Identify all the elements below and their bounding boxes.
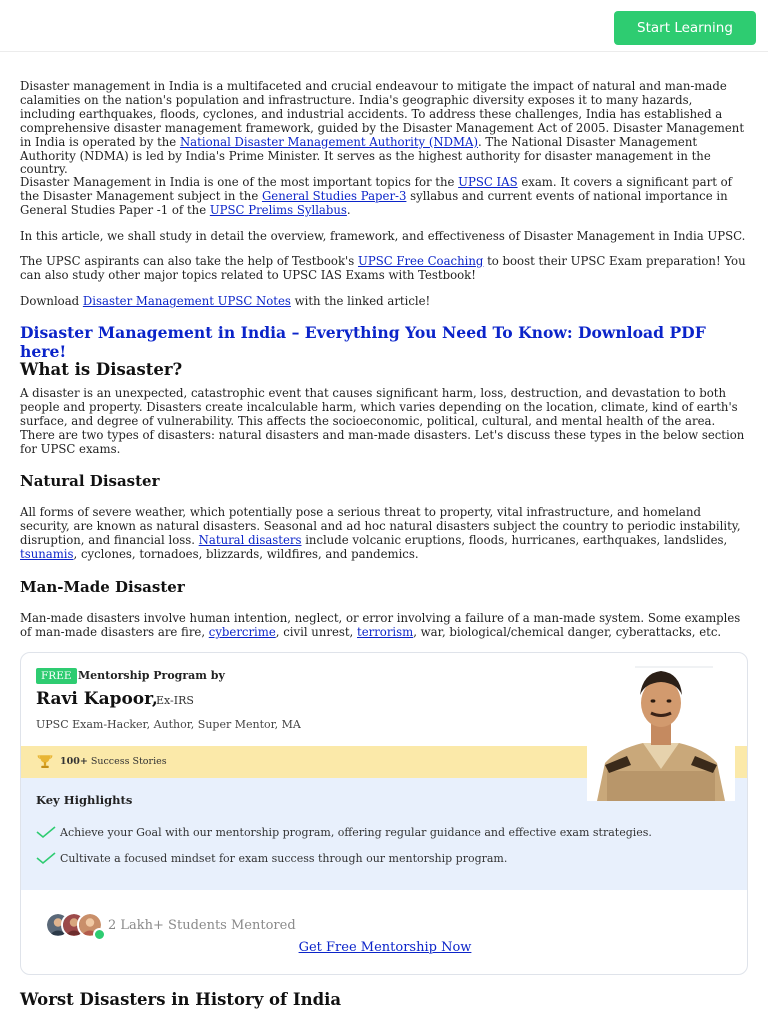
start-learning-button[interactable]: Start Learning	[614, 11, 756, 45]
coaching-paragraph	[20, 255, 748, 283]
text-span: The UPSC aspirants can also take the help of Testbook's	[20, 254, 358, 268]
key-highlights-title: Key Highlights	[36, 793, 133, 807]
text-span: include volcanic eruptions, floods, hurricanes, earthquakes, landslides,	[301, 532, 728, 547]
stories-label: Success Stories	[87, 756, 167, 767]
ndma-link[interactable]: National Disaster Management Authority (NDMA)	[179, 134, 478, 149]
text-span: Download	[20, 294, 83, 308]
mentor-photo	[587, 661, 735, 801]
importance-paragraph	[20, 176, 748, 218]
success-stories-text	[60, 756, 167, 767]
free-badge: FREE	[36, 668, 77, 684]
cta-container	[21, 940, 748, 955]
terrorism-link[interactable]: terrorism	[357, 624, 414, 639]
cybercrime-link[interactable]: cybercrime	[208, 624, 276, 639]
notes-link[interactable]: Disaster Management UPSC Notes	[82, 294, 291, 308]
text-span: Disaster management in India is a multifaceted and crucial endeavour to mitigate the impact of natural and man-made calamities on the nation's population and infrastructure. India's geographic diversity exposes it to many hazards, including earthquakes, floods, cyclones, and industrial accidents. To address these challenges, India has established a comprehensive disaster management framework, guided by the Disaster Management Act of 2005. Disaster Management in India is operated by the	[20, 79, 745, 149]
highlight-item	[36, 825, 652, 839]
text-span: , war, biological/chemical danger, cyberattacks, etc.	[413, 624, 722, 639]
natural-disasters-link[interactable]: Natural disasters	[198, 532, 302, 547]
disaster-definition-paragraph: A disaster is an unexpected, catastrophic event that causes significant harm, loss, destruction, and devastation to both people and property. Disasters create incalculable harm, which varies depending on the location, climate, kind of earth's surface, and degree of vulnerability. This affects the socioeconomic, political, cultural, and mental health of the area. There are two types of disasters: natural disasters and man-made disasters. Let's discuss these types in the below section for UPSC exams.	[20, 386, 745, 456]
man-made-disaster-heading: Man-Made Disaster	[20, 578, 185, 596]
upsc-ias-link[interactable]: UPSC IAS	[458, 175, 518, 189]
text-span: syllabus and current events of national importance in General Studies Paper -1 of the	[20, 188, 728, 217]
what-is-disaster-heading: What is Disaster?	[20, 360, 183, 379]
tsunamis-link[interactable]: tsunamis	[20, 546, 74, 561]
natural-disaster-heading: Natural Disaster	[20, 472, 160, 490]
student-avatars	[45, 912, 109, 942]
overview-paragraph: In this article, we shall study in detail the overview, framework, and effectiveness of Disaster Management in India UPSC.	[20, 229, 746, 243]
free-coaching-link[interactable]: UPSC Free Coaching	[357, 254, 484, 268]
mentor-ex-title: Ex-IRS	[156, 694, 194, 707]
text-span: , cyclones, tornadoes, blizzards, wildfires, and pandemics.	[73, 546, 419, 561]
text-span: Man-made disasters involve human intention, neglect, or error involving a failure of a man-made system. Some examples of man-made disasters are fire,	[20, 611, 741, 639]
intro-paragraph	[20, 80, 748, 177]
check-icon	[36, 825, 56, 839]
check-icon	[36, 851, 56, 865]
stories-count: 100+	[60, 756, 88, 767]
worst-disasters-heading: Worst Disasters in History of India	[20, 990, 342, 1009]
prelims-syllabus-link[interactable]: UPSC Prelims Syllabus	[209, 202, 347, 217]
get-free-mentorship-link[interactable]: Get Free Mentorship Now	[298, 940, 472, 955]
man-made-disaster-paragraph	[20, 612, 748, 640]
mentorship-title: Mentorship Program by	[78, 669, 225, 682]
text-span: with the linked article!	[290, 294, 431, 308]
trophy-icon	[36, 753, 54, 771]
highlight-item	[36, 851, 507, 865]
download-pdf-heading[interactable]: Disaster Management in India – Everything You Need To Know: Download PDF here!	[20, 323, 706, 361]
text-span: .	[346, 202, 351, 217]
download-notes-paragraph	[20, 295, 748, 309]
text-span: . The National Disaster Management Authority (NDMA) is led by India's Prime Minister. It serves as the highest authority for disaster management in the country.	[20, 134, 711, 177]
highlight-text: Achieve your Goal with our mentorship program, offering regular guidance and effective exam strategies.	[60, 825, 652, 839]
gs-paper-3-link[interactable]: General Studies Paper-3	[261, 188, 407, 203]
students-mentored-text: 2 Lakh+ Students Mentored	[108, 918, 296, 933]
text-span: , civil unrest,	[275, 624, 357, 639]
text-span: to boost their UPSC Exam preparation! You can also study other major topics related to UPSC IAS Exams with Testbook!	[20, 254, 746, 282]
text-span: Disaster Management in India is one of the most important topics for the	[20, 175, 459, 189]
text-span: exam. It covers a significant part of the Disaster Management subject in the	[20, 175, 732, 203]
mentor-description: UPSC Exam-Hacker, Author, Super Mentor, MA	[36, 718, 301, 731]
natural-disaster-paragraph	[20, 506, 748, 562]
mentor-name: Ravi Kapoor,	[36, 689, 158, 709]
top-bar	[0, 0, 768, 52]
highlight-text: Cultivate a focused mindset for exam success through our mentorship program.	[60, 851, 508, 865]
mentorship-card	[20, 652, 748, 975]
text-span: All forms of severe weather, which potentially pose a serious threat to property, vital infrastructure, and homeland security, are known as natural disasters. Seasonal and ad hoc natural disasters subject the country to periodic instability, disruption, and financial loss.	[20, 505, 741, 547]
